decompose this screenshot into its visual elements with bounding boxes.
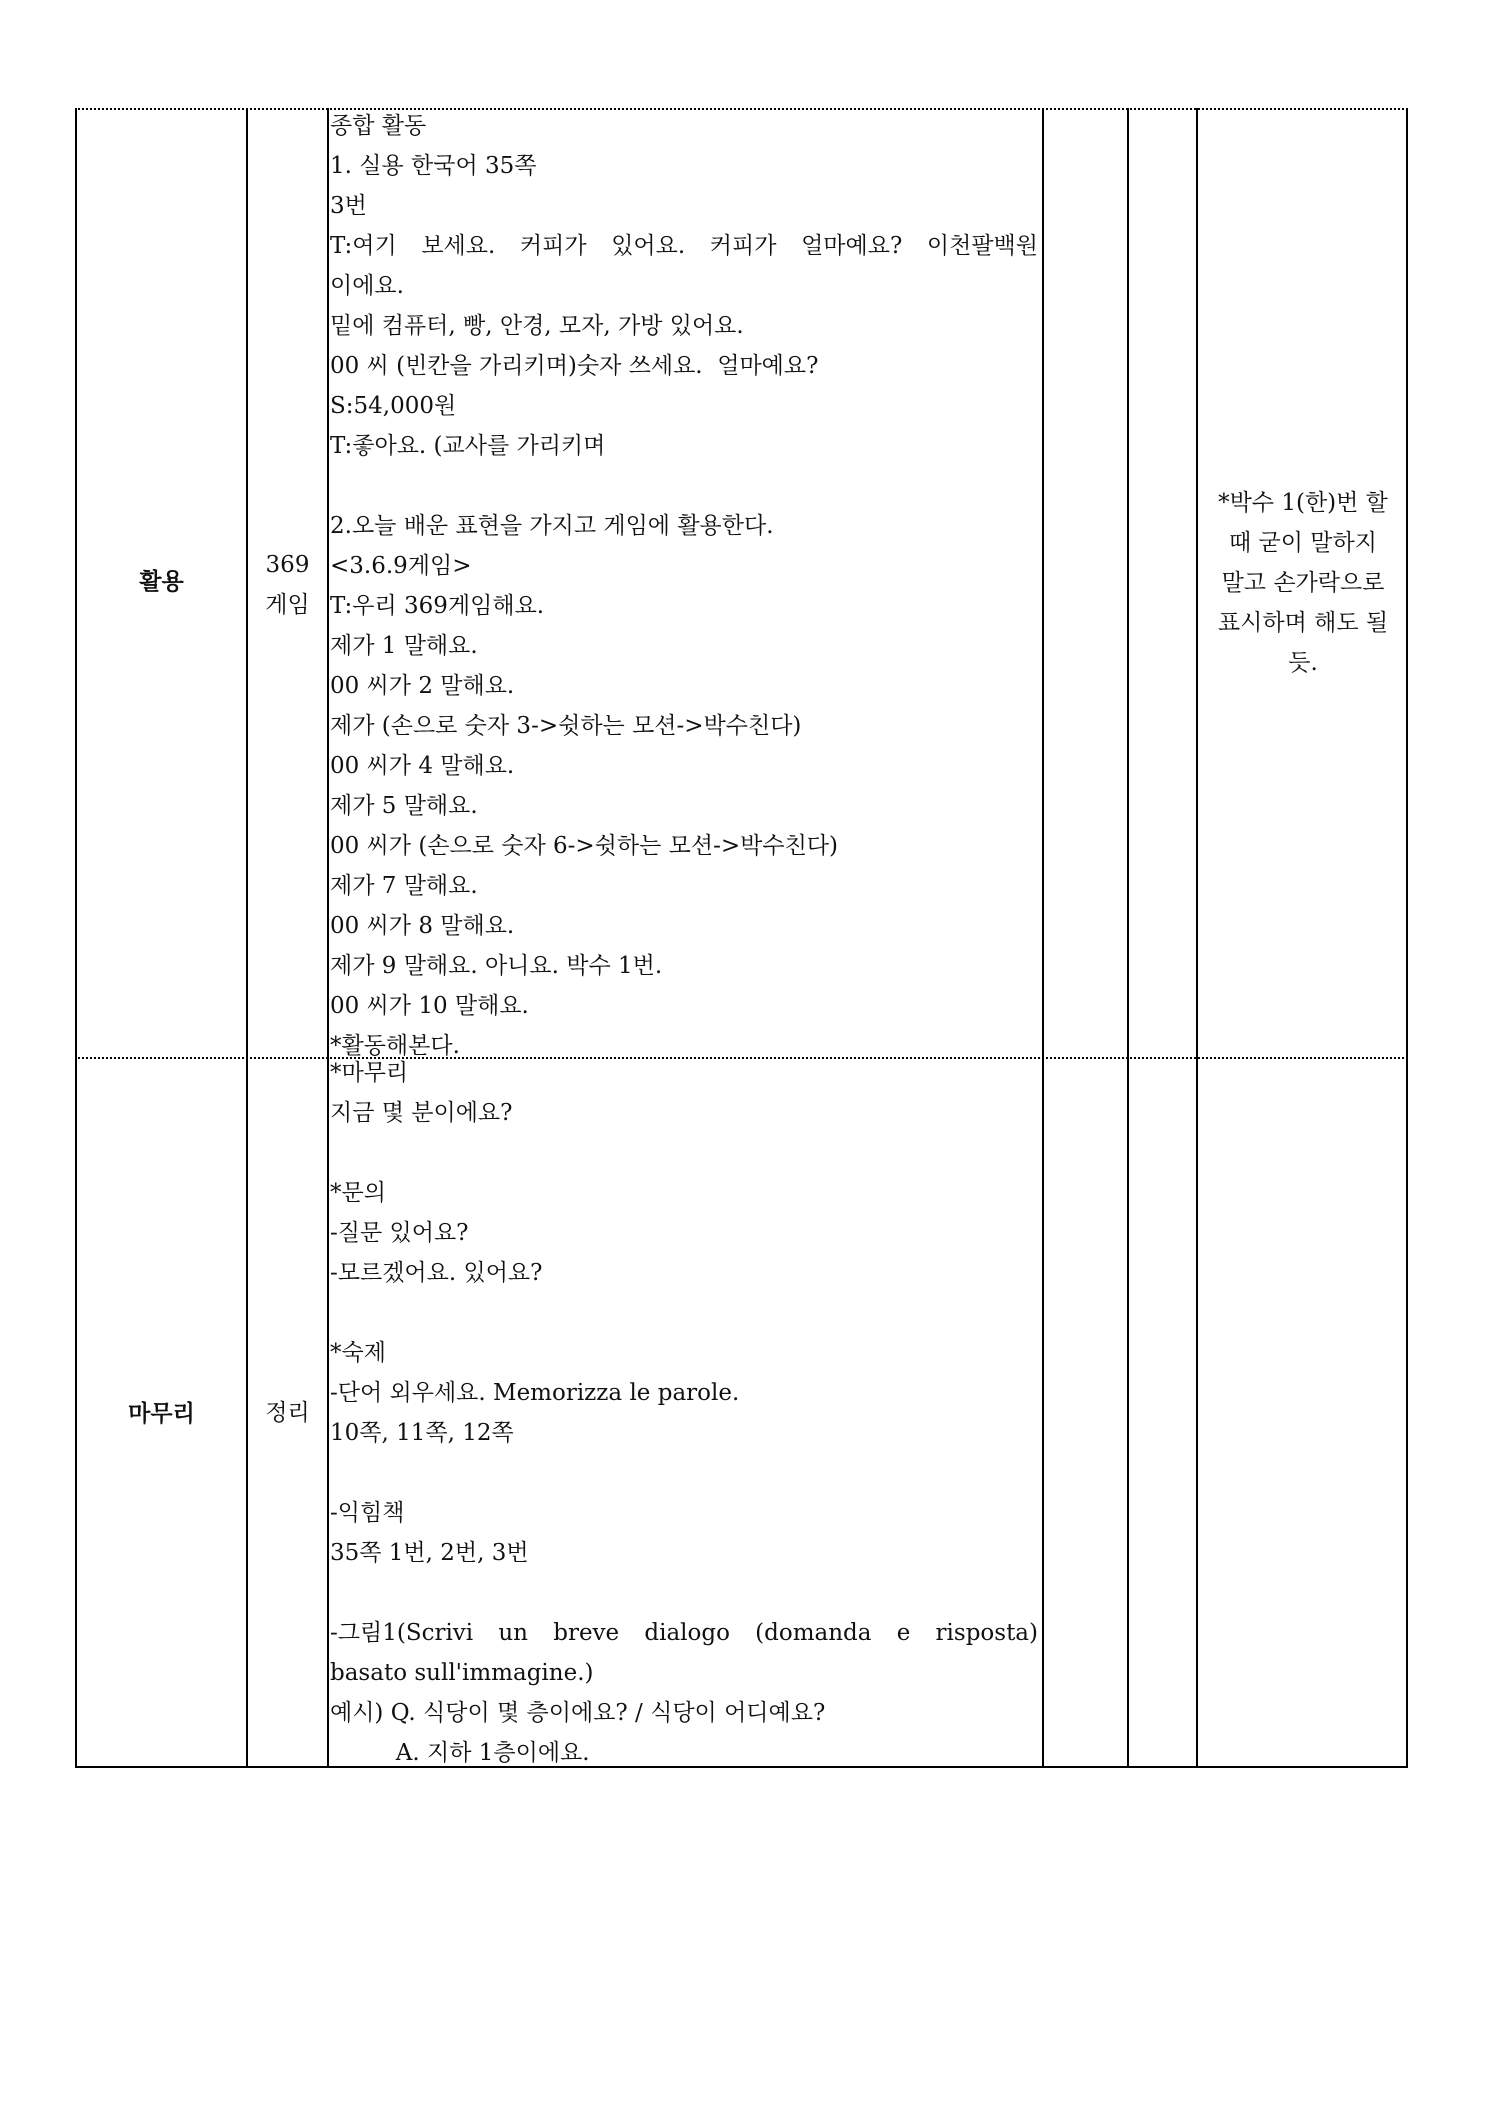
content-line: 00 씨가 4 말해요. — [330, 753, 515, 779]
note-line: 때 굳이 말하지 — [1229, 530, 1377, 556]
stage-label: 마무리 — [128, 1401, 195, 1427]
content-line — [330, 1293, 1038, 1333]
column-divider — [75, 108, 77, 1768]
content-line: T:우리 369게임해요. — [330, 593, 545, 619]
column-divider — [1042, 108, 1044, 1768]
content-line: 00 씨 (빈칸을 가리키며)숫자 쓰세요. 얼마예요? — [330, 353, 819, 379]
column-divider — [1406, 108, 1408, 1768]
content-line: 제가 1 말해요. — [330, 633, 478, 659]
content-line: -모르겠어요. 있어요? — [330, 1260, 543, 1286]
activity-label-line: 정리 — [265, 1400, 310, 1426]
content-line: *활동해본다. — [330, 1033, 460, 1059]
content-line: *문의 — [330, 1180, 386, 1206]
procedure-content — [330, 1053, 1038, 1773]
content-line: 00 씨가 10 말해요. — [330, 993, 529, 1019]
content-line — [330, 1573, 1038, 1613]
activity-label — [248, 545, 327, 625]
note-line: 듯. — [1288, 650, 1318, 676]
procedure-content — [330, 106, 1038, 1066]
activity-label-line: 게임 — [265, 592, 310, 618]
content-line: 2.오늘 배운 표현을 가지고 게임에 활용한다. — [330, 513, 774, 539]
column-divider — [1127, 108, 1129, 1768]
column-divider — [327, 108, 329, 1768]
activity-label-line: 369 — [265, 552, 310, 578]
content-line: 35쪽 1번, 2번, 3번 — [330, 1540, 529, 1566]
content-line: -그림1(Scrivi un breve dialogo (domanda e risposta) — [330, 1620, 1038, 1646]
content-line: S:54,000원 — [330, 393, 457, 419]
content-line: T:좋아요. (교사를 가리키며 — [330, 433, 606, 459]
content-line: *숙제 — [330, 1340, 386, 1366]
content-line: 00 씨가 8 말해요. — [330, 913, 515, 939]
content-line: 00 씨가 2 말해요. — [330, 673, 515, 699]
note-line: 표시하며 해도 될 — [1217, 610, 1389, 636]
teacher-note — [1198, 483, 1408, 683]
column-divider — [1196, 108, 1198, 1768]
content-line: 10쪽, 11쪽, 12쪽 — [330, 1420, 514, 1446]
column-divider — [246, 108, 248, 1768]
content-line: -질문 있어요? — [330, 1220, 469, 1246]
content-line: 종합 활동 — [330, 113, 427, 139]
content-line: A. 지하 1층이에요. — [330, 1740, 590, 1766]
content-line: 제가 9 말해요. 아니요. 박수 1번. — [330, 953, 663, 979]
content-line: 밑에 컴퓨터, 빵, 안경, 모자, 가방 있어요. — [330, 313, 744, 339]
content-line — [330, 1133, 1038, 1173]
content-line: <3.6.9게임> — [330, 553, 472, 579]
content-line: 제가 (손으로 숫자 3->쉿하는 모션->박수친다) — [330, 713, 802, 739]
content-line: 이에요. — [330, 273, 404, 299]
content-line: T:여기 보세요. 커피가 있어요. 커피가 얼마예요? 이천팔백원 — [330, 233, 1038, 259]
content-line: -단어 외우세요. Memorizza le parole. — [330, 1380, 740, 1406]
note-line: 말고 손가락으로 — [1221, 570, 1385, 596]
content-line: basato sull'immagine.) — [330, 1660, 594, 1686]
content-line — [330, 1453, 1038, 1493]
content-line: 예시) Q. 식당이 몇 층이에요? / 식당이 어디예요? — [330, 1700, 826, 1726]
content-line: 1. 실용 한국어 35쪽 — [330, 153, 537, 179]
note-line: *박수 1(한)번 할 — [1218, 490, 1388, 516]
content-line: *마무리 — [330, 1060, 409, 1086]
activity-label — [248, 1393, 327, 1433]
content-line: 3번 — [330, 193, 367, 219]
content-line: 지금 몇 분이에요? — [330, 1100, 513, 1126]
stage-label: 활용 — [139, 569, 184, 595]
content-line: -익힘책 — [330, 1500, 405, 1526]
content-line: 00 씨가 (손으로 숫자 6->쉿하는 모션->박수친다) — [330, 833, 838, 859]
content-line — [330, 466, 1038, 506]
content-line: 제가 5 말해요. — [330, 793, 478, 819]
content-line: 제가 7 말해요. — [330, 873, 478, 899]
